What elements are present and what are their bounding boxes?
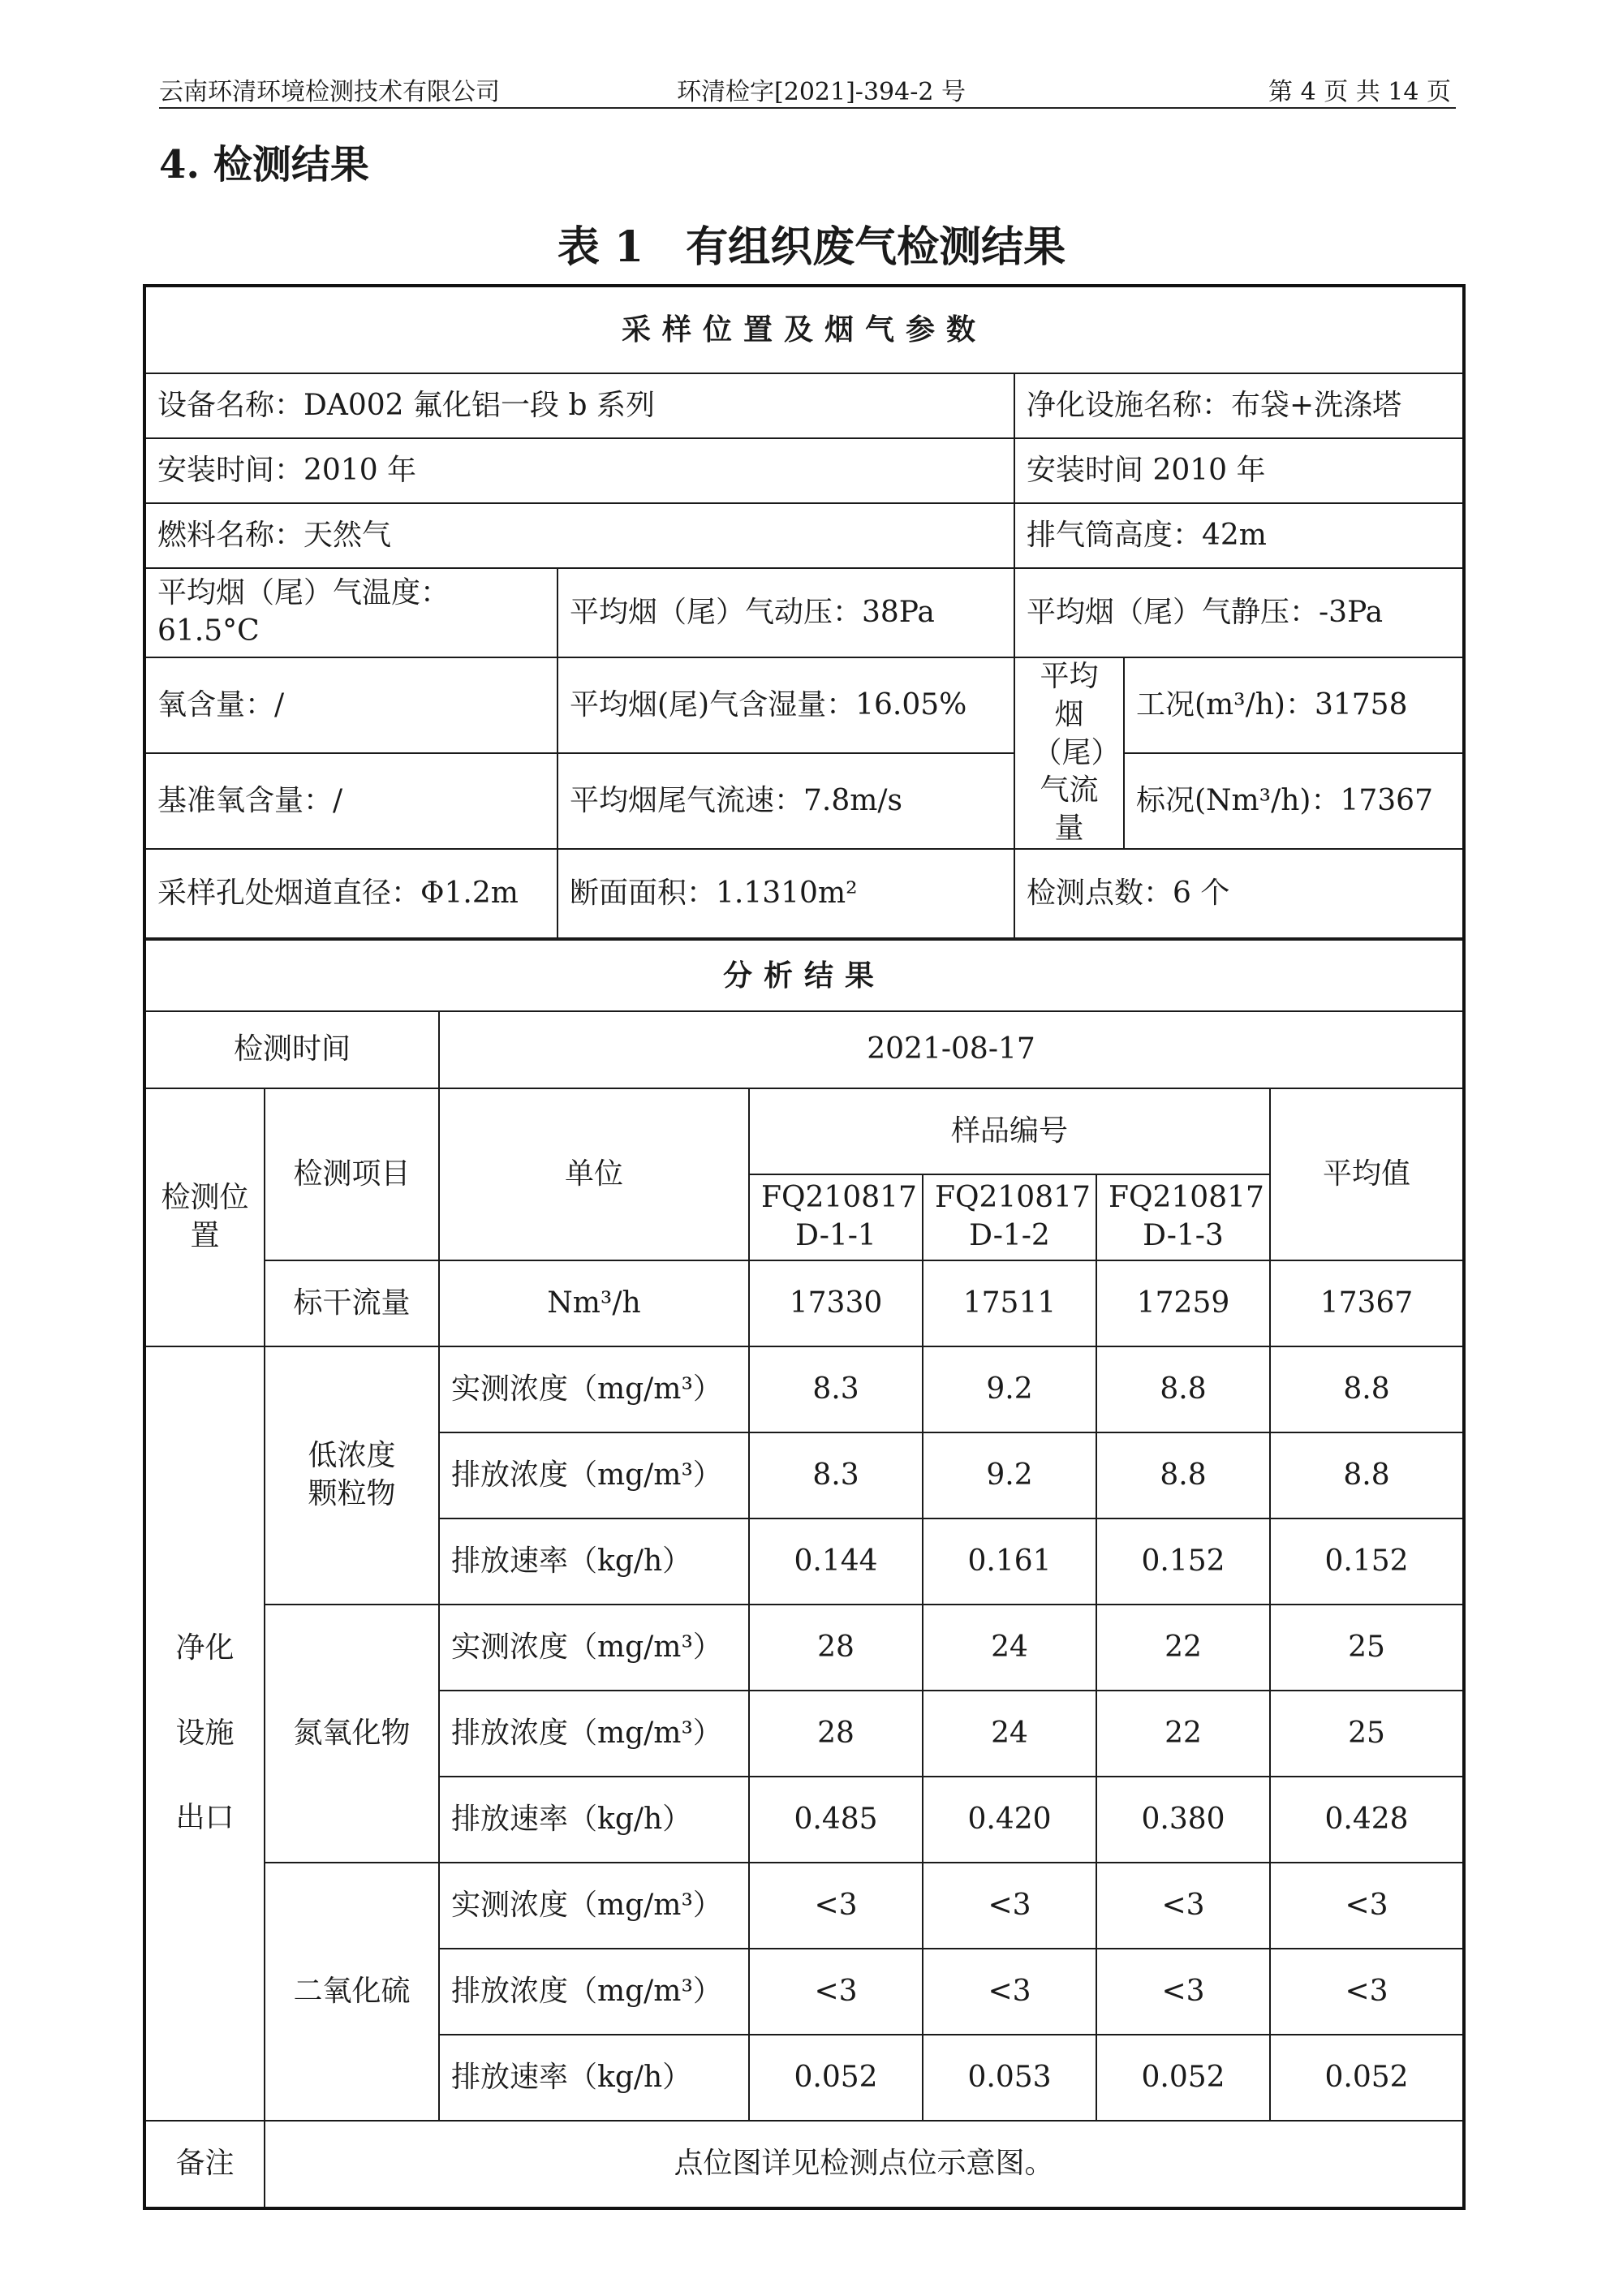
- cell-value: 22: [1096, 1605, 1270, 1691]
- reference-oxygen: 基准氧含量：/: [144, 753, 558, 849]
- gas-temperature: 平均烟（尾）气温度：61.5°C: [144, 568, 558, 657]
- cell-value: 0.161: [923, 1518, 1096, 1605]
- flow-label: 平均烟（尾）气流量: [1014, 657, 1124, 849]
- pollutant-name: 二氧化硫: [265, 1863, 439, 2121]
- table-row: [144, 1605, 1464, 1691]
- params-table: [143, 284, 1466, 939]
- col-location: 检测位置: [144, 1088, 265, 1346]
- cell-value: 24: [923, 1691, 1096, 1777]
- cell-value: 0.152: [1096, 1518, 1270, 1605]
- test-date: 2021-08-17: [439, 1011, 1464, 1088]
- cell-value: 8.8: [1096, 1432, 1270, 1518]
- analysis-heading: 分析结果: [144, 940, 1464, 1011]
- cell-average: 8.8: [1270, 1346, 1464, 1432]
- moisture-content: 平均烟(尾)气含湿量：16.05%: [558, 657, 1014, 753]
- header-company: 云南环清环境检测技术有限公司: [159, 78, 500, 106]
- working-flow: 工况(m³/h)：31758: [1124, 657, 1464, 753]
- report-no-text: 环清检字[2021]-394-2 号: [677, 78, 966, 106]
- params-heading: 采样位置及烟气参数: [144, 286, 1464, 373]
- cell-average: 25: [1270, 1605, 1464, 1691]
- flow-value: 17330: [749, 1260, 923, 1346]
- flow-velocity: 平均烟尾气流速：7.8m/s: [558, 753, 1014, 849]
- table-row: [144, 1863, 1464, 1949]
- cell-value: 28: [749, 1605, 923, 1691]
- static-pressure: 平均烟（尾）气静压：-3Pa: [1014, 568, 1464, 657]
- col-sample-no: 样品编号: [749, 1088, 1270, 1174]
- flow-item: 标干流量: [265, 1260, 439, 1346]
- measure-unit: 排放浓度（mg/m³）: [439, 1691, 749, 1777]
- header-divider: [159, 107, 1456, 109]
- install-time-left: 安装时间：2010 年: [144, 438, 1014, 503]
- test-time-label: 检测时间: [144, 1011, 439, 1088]
- cell-value: <3: [749, 1863, 923, 1949]
- cell-value: 0.052: [749, 2035, 923, 2121]
- measure-unit: 实测浓度（mg/m³）: [439, 1605, 749, 1691]
- analysis-table: [143, 939, 1466, 2210]
- measure-unit: 排放速率（kg/h）: [439, 2035, 749, 2121]
- cell-value: <3: [749, 1949, 923, 2035]
- flow-average: 17367: [1270, 1260, 1464, 1346]
- pollutant-name: 低浓度颗粒物: [265, 1346, 439, 1605]
- remark-label: 备注: [144, 2121, 265, 2208]
- table-title: 表 1 有组织废气检测结果: [557, 222, 1066, 272]
- sample-id: FQ210817 D-1-2: [923, 1174, 1096, 1260]
- dynamic-pressure: 平均烟（尾）气动压：38Pa: [558, 568, 1014, 657]
- measure-unit: 排放速率（kg/h）: [439, 1518, 749, 1605]
- cell-value: 28: [749, 1691, 923, 1777]
- remark-text: 点位图详见检测点位示意图。: [265, 2121, 1464, 2208]
- cell-value: 22: [1096, 1691, 1270, 1777]
- flow-value: 17259: [1096, 1260, 1270, 1346]
- cell-value: 8.3: [749, 1432, 923, 1518]
- location-value: 净化设施出口: [144, 1346, 265, 2121]
- cell-value: <3: [1096, 1863, 1270, 1949]
- results-table: [143, 284, 1462, 2210]
- cell-value: 0.053: [923, 2035, 1096, 2121]
- col-unit: 单位: [439, 1088, 749, 1260]
- cell-value: 9.2: [923, 1432, 1096, 1518]
- cell-average: 8.8: [1270, 1432, 1464, 1518]
- cell-value: 0.485: [749, 1777, 923, 1863]
- purifier-name: 净化设施名称：布袋+洗涤塔: [1014, 373, 1464, 438]
- sample-id: FQ210817 D-1-3: [1096, 1174, 1270, 1260]
- measure-unit: 排放速率（kg/h）: [439, 1777, 749, 1863]
- measure-points: 检测点数：6 个: [1014, 849, 1464, 938]
- col-average: 平均值: [1270, 1088, 1464, 1260]
- cell-value: <3: [923, 1863, 1096, 1949]
- cell-average: 25: [1270, 1691, 1464, 1777]
- cross-section-area: 断面面积：1.1310m²: [558, 849, 1014, 938]
- cell-value: 9.2: [923, 1346, 1096, 1432]
- cell-average: <3: [1270, 1863, 1464, 1949]
- cell-value: <3: [1096, 1949, 1270, 2035]
- table-row: [144, 1346, 1464, 1432]
- section-title: 4. 检测结果: [159, 142, 369, 187]
- cell-value: 8.8: [1096, 1346, 1270, 1432]
- install-time-right: 安装时间 2010 年: [1014, 438, 1464, 503]
- header-page: 第 4 页 共 14 页: [1268, 78, 1451, 106]
- cell-value: 0.052: [1096, 2035, 1270, 2121]
- measure-unit: 排放浓度（mg/m³）: [439, 1432, 749, 1518]
- cell-value: 0.420: [923, 1777, 1096, 1863]
- cell-value: 0.144: [749, 1518, 923, 1605]
- sample-id: FQ210817 D-1-1: [749, 1174, 923, 1260]
- cell-value: 0.380: [1096, 1777, 1270, 1863]
- oxygen-content: 氧含量：/: [144, 657, 558, 753]
- col-item: 检测项目: [265, 1088, 439, 1260]
- flow-value: 17511: [923, 1260, 1096, 1346]
- cell-value: <3: [923, 1949, 1096, 2035]
- cell-average: 0.052: [1270, 2035, 1464, 2121]
- fuel-name: 燃料名称：天然气: [144, 503, 1014, 568]
- pollutant-name: 氮氧化物: [265, 1605, 439, 1863]
- cell-value: 8.3: [749, 1346, 923, 1432]
- measure-unit: 排放浓度（mg/m³）: [439, 1949, 749, 2035]
- equipment-name: 设备名称：DA002 氟化铝一段 b 系列: [144, 373, 1014, 438]
- cell-average: <3: [1270, 1949, 1464, 2035]
- stack-height: 排气筒高度：42m: [1014, 503, 1464, 568]
- cell-average: 0.428: [1270, 1777, 1464, 1863]
- flow-unit: Nm³/h: [439, 1260, 749, 1346]
- measure-unit: 实测浓度（mg/m³）: [439, 1346, 749, 1432]
- measure-unit: 实测浓度（mg/m³）: [439, 1863, 749, 1949]
- standard-flow: 标况(Nm³/h)：17367: [1124, 753, 1464, 849]
- cell-average: 0.152: [1270, 1518, 1464, 1605]
- duct-diameter: 采样孔处烟道直径：Φ1.2m: [144, 849, 558, 938]
- cell-value: 24: [923, 1605, 1096, 1691]
